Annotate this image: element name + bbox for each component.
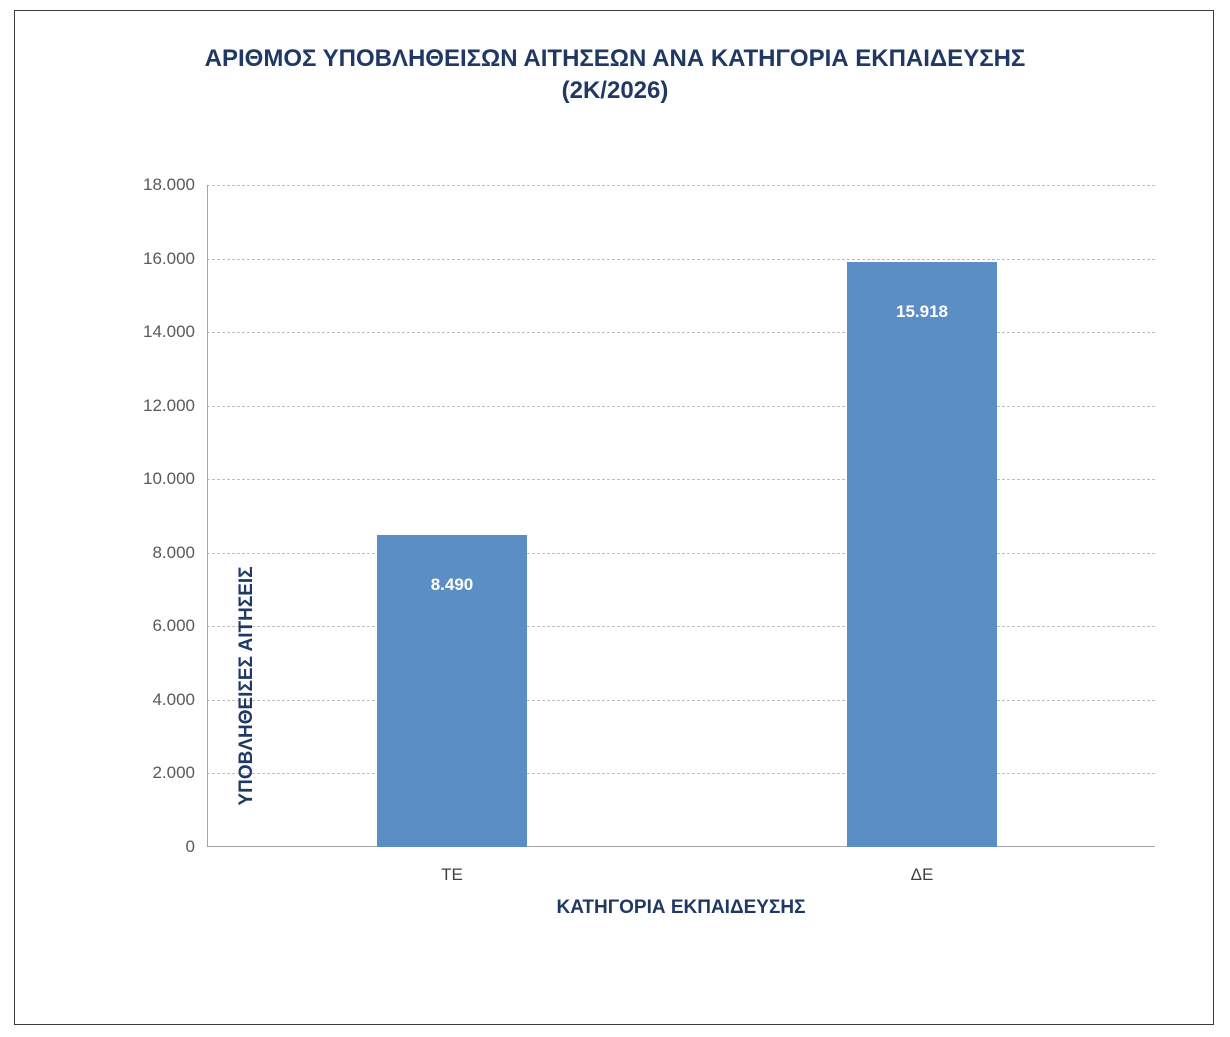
x-axis-category-labels — [207, 847, 1155, 887]
y-tick-label: 0 — [185, 837, 195, 856]
gridline — [207, 773, 1155, 774]
gridline — [207, 626, 1155, 627]
y-tick-label: 8.000 — [152, 542, 195, 562]
y-axis-line — [207, 185, 208, 847]
y-tick-label: 12.000 — [143, 395, 195, 415]
x-category-label: ΤΕ — [441, 865, 463, 884]
plot-area — [207, 185, 1155, 847]
gridline — [207, 700, 1155, 701]
chart-title — [75, 43, 1155, 108]
y-axis-tick-labels — [107, 175, 195, 856]
gridline — [207, 406, 1155, 407]
bar-te — [377, 535, 527, 847]
y-tick-label: 10.000 — [143, 469, 195, 489]
bar-de — [847, 262, 997, 847]
y-tick-label: 16.000 — [143, 248, 195, 268]
y-tick-label: 4.000 — [152, 689, 195, 709]
bar-value-label: 15.918 — [896, 301, 948, 321]
gridline — [207, 332, 1155, 333]
y-tick-label: 14.000 — [143, 322, 195, 342]
gridline — [207, 259, 1155, 260]
chart-title-line1: ΑΡΙΘΜΟΣ ΥΠΟΒΛΗΘΕΙΣΩΝ ΑΙΤΗΣΕΩΝ ΑΝΑ ΚΑΤΗΓΟΡΙΑ ΕΚΠΑΙΔΕΥΣΗΣ — [204, 45, 1026, 72]
chart-title-line2: (2Κ/2026) — [561, 77, 669, 105]
bar-value-label: 8.490 — [430, 574, 474, 594]
x-category-label: ΔΕ — [910, 865, 934, 884]
x-axis-title: ΚΑΤΗΓΟΡΙΑ ΕΚΠΑΙΔΕΥΣΗΣ — [556, 897, 806, 918]
y-axis-title: ΥΠΟΒΛΗΘΕΙΣΕΣ ΑΙΤΗΣΕΙΣ — [236, 566, 257, 806]
y-tick-label: 2.000 — [152, 763, 195, 783]
gridline — [207, 185, 1155, 186]
gridline — [207, 553, 1155, 554]
y-tick-label: 6.000 — [152, 616, 195, 636]
y-tick-label: 18.000 — [143, 175, 195, 194]
chart-frame — [14, 10, 1214, 1025]
gridline — [207, 479, 1155, 480]
